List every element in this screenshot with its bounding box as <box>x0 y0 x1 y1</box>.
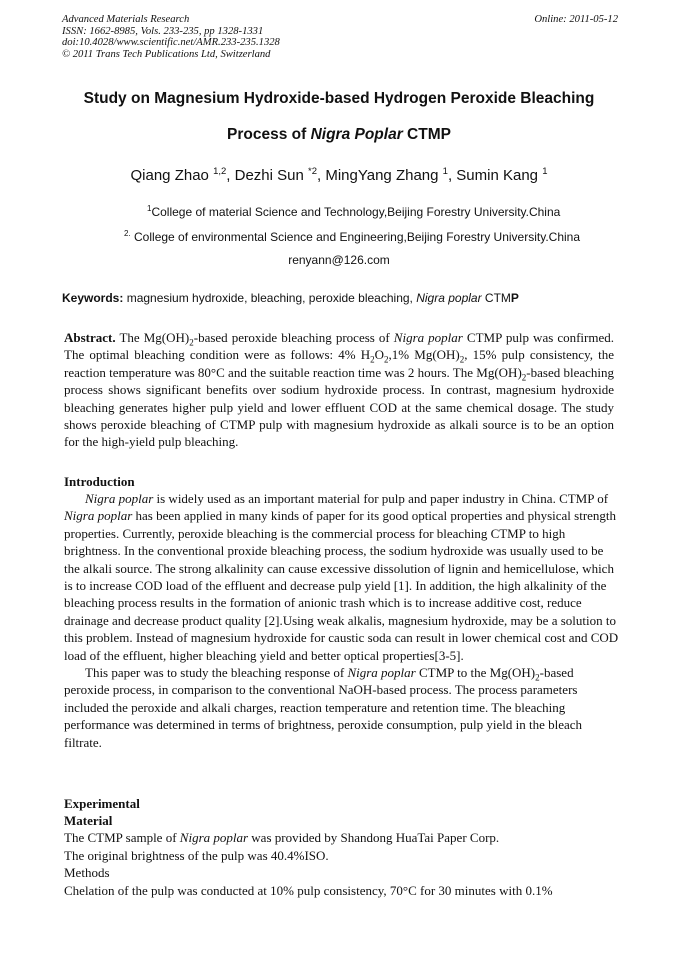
author-separator: , <box>317 167 326 184</box>
affiliation-1 <box>147 204 560 219</box>
abstract-text: ,1% Mg(OH) <box>388 347 460 363</box>
paragraph: Chelation of the pulp was conducted at 10% pulp consistency, 70°C for 30 minutes with 0.1% <box>64 882 553 898</box>
author-affiliation-mark: 1 <box>542 166 548 177</box>
contact-email: renyann@126.com <box>288 253 390 267</box>
title-text: Process of <box>227 126 311 143</box>
subscript: 2 <box>459 355 465 365</box>
abstract-text: -based bleaching process shows significant benefits over sodium hydroxide process. In contrast, magnesium hydroxide bleaching generates higher pulp yield and lower effluent COD at the same chemical dosage. The study shows peroxide bleaching of CTMP pulp with magnesium hydroxide as alkali source is to be an option for the high-yield pulp bleaching. <box>64 364 615 450</box>
paper-title-line2 <box>40 126 638 144</box>
title-text: CTMP <box>402 126 451 143</box>
material-heading: Material <box>64 813 113 828</box>
paragraph-text: The CTMP sample of <box>64 830 180 846</box>
affiliation-text: College of environmental Science and Engineering,Beijing Forestry University.China <box>134 230 581 244</box>
paragraph-text: This paper was to study the bleaching response of <box>85 665 348 681</box>
abstract-label: Abstract. <box>64 330 116 345</box>
subscript: 2 <box>384 355 389 365</box>
keywords-species: Nigra poplar <box>416 291 482 305</box>
keywords-text: magnesium hydroxide, bleaching, peroxide bleaching, <box>123 291 417 305</box>
species-name: Nigra poplar <box>85 491 154 506</box>
experimental-body <box>64 812 620 899</box>
abstract <box>64 329 614 451</box>
copyright-line: © 2011 Trans Tech Publications Ltd, Switzerland <box>62 48 271 60</box>
journal-name: Advanced Materials Research <box>62 14 190 25</box>
introduction-body <box>64 490 620 751</box>
paragraph-text: has been applied in many kinds of paper for its good optical properties and physical strength properties. Currently, peroxide bleaching is the commercial process for bleaching CTMP to high brightness. In the conventional proxide bleaching process, the sodium hydroxide was usually used to be the alkali source. The strong alkalinity can cause excessive dissolution of lignin and hemicellulose, which is to increase COD load of the effluent and decrease pulp yield [1]. In addition, the high alkalinity of the bleaching process results in the formation of anionic trash which is to increase additive cost, reduce drainage and decrease product quality [2].Using weak alkalis, magnesium hydroxide, may be a solution to this problem. Instead of magnesium hydroxide for caustic soda can result in lower chemical cost and COD load of the effluent, higher bleaching yield and better optical properties[3-5]. <box>64 508 619 663</box>
author-separator: , <box>226 167 235 184</box>
paragraph <box>64 490 620 664</box>
affiliation-text: College of material Science and Technology,Beijing Forestry University.China <box>151 205 561 219</box>
author-affiliation-mark: *2 <box>308 166 317 177</box>
author-affiliation-mark: 1,2 <box>213 166 227 177</box>
title-species: Nigra Poplar <box>310 126 403 143</box>
methods-heading: Methods <box>64 865 110 881</box>
online-date: Online: 2011-05-12 <box>534 14 618 25</box>
author-name: Sumin Kang <box>456 167 539 184</box>
author-name: Qiang Zhao <box>130 167 209 184</box>
species-name: Nigra poplar <box>393 330 463 345</box>
paragraph: The original brightness of the pulp was 40.4%ISO. <box>64 847 329 863</box>
abstract-text: CTMP pulp was confirmed. The optimal bleaching condition were as follows: 4% H <box>64 330 615 363</box>
keywords-text: P <box>510 291 519 305</box>
subscript: 2 <box>535 672 540 683</box>
keywords-label: Keywords: <box>62 291 124 305</box>
paragraph-text: CTMP to the Mg(OH) <box>415 665 536 681</box>
affiliation-mark: 2. <box>124 229 131 238</box>
paragraph-text: is widely used as an important material for pulp and paper industry in China. CTMP of <box>153 491 609 506</box>
paper-title-line1: Study on Magnesium Hydroxide-based Hydrogen Peroxide Bleaching <box>83 90 595 107</box>
abstract-text: The Mg(OH) <box>115 330 190 345</box>
species-name: Nigra poplar <box>64 508 133 524</box>
author-separator: , <box>447 167 457 184</box>
author-name: Dezhi Sun <box>234 167 304 184</box>
author-name: MingYang Zhang <box>325 167 439 184</box>
paragraph <box>64 829 620 846</box>
introduction-heading: Introduction <box>64 474 135 489</box>
abstract-text: , 15% pulp consistency, the reaction temperature was 80°C and the suitable reaction time was 2 hours. The Mg(OH) <box>64 347 614 380</box>
affiliation-mark: 1 <box>147 204 152 213</box>
affiliation-2 <box>124 229 580 244</box>
abstract-text: O <box>374 347 385 363</box>
paragraph <box>64 664 620 751</box>
paragraph-text: was provided by Shandong HuaTai Paper Corp. <box>248 830 500 846</box>
doi-line: doi:10.4028/www.scientific.net/AMR.233-235.1328 <box>62 37 280 49</box>
experimental-heading: Experimental <box>64 796 140 811</box>
subscript: 2 <box>189 337 194 348</box>
keywords <box>62 291 622 305</box>
issn-line: ISSN: 1662-8985, Vols. 233-235, pp 1328-1331 <box>62 25 264 37</box>
species-name: Nigra poplar <box>179 830 249 846</box>
author-list <box>40 166 638 184</box>
subscript: 2 <box>521 372 527 383</box>
author-affiliation-mark: 1 <box>442 166 448 177</box>
keywords-text: CTM <box>481 291 511 305</box>
paragraph-text: -based peroxide process, in comparison to the conventional NaOH-based process. The process parameters included the peroxide and alkali charges, reaction temperature and retention time. The bleaching performance was determined in terms of brightness, peroxide consumption, pulp yield in the bleach filtrate. <box>64 665 583 750</box>
subscript: 2 <box>370 355 375 365</box>
journal-header <box>62 14 618 60</box>
species-name: Nigra poplar <box>347 665 416 681</box>
abstract-text: -based peroxide bleaching process of <box>193 330 394 345</box>
